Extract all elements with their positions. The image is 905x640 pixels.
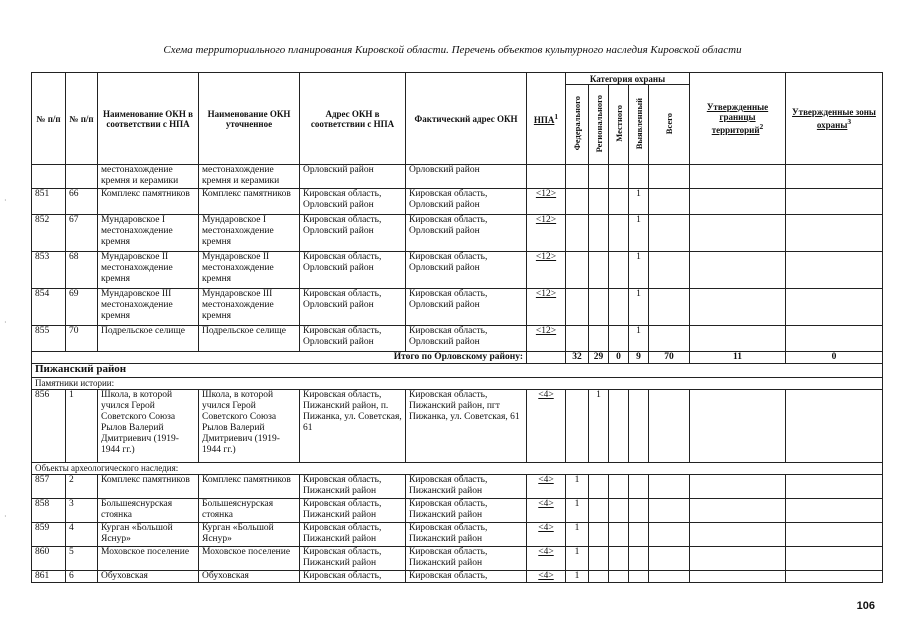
cell-zones (786, 475, 883, 499)
cell-actual-address: Кировская область, Пижанский район (406, 547, 527, 571)
cell-address: Кировская область, Орловский район (300, 289, 406, 326)
cell-name-refined: Мундаровское II местонахождение кремня (199, 252, 300, 289)
cell-address: Кировская область, Пижанский район, п. Пижанка, ул. Советская, 61 (300, 390, 406, 463)
cell-regional (589, 289, 609, 326)
document-title: Схема территориального планирования Кировской области. Перечень объектов культурного наследия Кировской области (163, 44, 742, 56)
cell-identified (629, 390, 649, 463)
cell-n: 854 (32, 289, 66, 326)
cell-borders (690, 165, 786, 189)
table-row (32, 499, 883, 523)
cell-address: Кировская область, Пижанский район (300, 547, 406, 571)
header-actual-address: Фактический адрес ОКН (406, 73, 527, 165)
cell-federal: 1 (566, 571, 589, 583)
cell-actual-address: Кировская область, Пижанский район (406, 499, 527, 523)
cell-regional: 1 (589, 390, 609, 463)
cell-zones (786, 252, 883, 289)
cell-npa: <12> (527, 326, 566, 352)
cell-address: Кировская область, Орловский район (300, 326, 406, 352)
cell-m (66, 165, 98, 189)
cell-npa: <12> (527, 189, 566, 215)
cell-borders (690, 390, 786, 463)
cell-m: 2 (66, 475, 98, 499)
cell-m: 1 (66, 390, 98, 463)
cell-total (649, 499, 690, 523)
cell-zones (786, 215, 883, 252)
cell-identified: 1 (629, 326, 649, 352)
cell-name-refined: Обуховская (199, 571, 300, 583)
cell-actual-address: Кировская область, Орловский район (406, 326, 527, 352)
table-row (32, 252, 883, 289)
cell-address: Кировская область, Орловский район (300, 215, 406, 252)
cell-regional (589, 571, 609, 583)
cell-zones (786, 326, 883, 352)
header-total (649, 85, 690, 165)
cell-total (649, 252, 690, 289)
cell-npa: <12> (527, 252, 566, 289)
region-heading (32, 364, 883, 378)
cell-actual-address: Кировская область, Пижанский район (406, 523, 527, 547)
cell-identified (629, 571, 649, 583)
header-zones (786, 73, 883, 165)
cell-federal (566, 289, 589, 326)
cell-borders (690, 523, 786, 547)
cell-name: Мундаровское II местонахождение кремня (98, 252, 199, 289)
cell-n: 851 (32, 189, 66, 215)
cell-m: 67 (66, 215, 98, 252)
cell-npa: <4> (527, 523, 566, 547)
margin-mark: · (4, 512, 7, 521)
cell-n: 857 (32, 475, 66, 499)
cell-regional (589, 165, 609, 189)
cell-identified (629, 499, 649, 523)
cell-address: Кировская область, Пижанский район (300, 523, 406, 547)
header-category: Категория охраны (566, 73, 690, 85)
header-npa-label: НПА (533, 115, 555, 125)
cell-identified (629, 547, 649, 571)
cell-borders (690, 252, 786, 289)
cell-npa: <12> (527, 215, 566, 252)
cell-federal: 1 (566, 499, 589, 523)
cell-local (609, 326, 629, 352)
cell-federal (566, 165, 589, 189)
cell-total (649, 215, 690, 252)
cell-local (609, 215, 629, 252)
cell-total (649, 523, 690, 547)
cell-n: 853 (32, 252, 66, 289)
cell-npa (527, 165, 566, 189)
header-local (609, 85, 629, 165)
cell-address: Кировская область, Пижанский район (300, 499, 406, 523)
cell-address: Кировская область, Орловский район (300, 252, 406, 289)
cell-actual-address: Кировская область, Орловский район (406, 215, 527, 252)
header-npa-sup: 1 (554, 112, 559, 121)
cell-federal: 1 (566, 523, 589, 547)
cell-local (609, 189, 629, 215)
cell-local (609, 390, 629, 463)
cell-borders (690, 475, 786, 499)
cell-regional (589, 252, 609, 289)
cell-zones (786, 523, 883, 547)
cell-m: 70 (66, 326, 98, 352)
cell-m: 69 (66, 289, 98, 326)
cell-name: Курган «Большой Яснур» (98, 523, 199, 547)
table-row (32, 189, 883, 215)
cell-federal (566, 215, 589, 252)
cell-zones (786, 189, 883, 215)
total-federal: 32 (566, 352, 589, 364)
cell-borders (690, 326, 786, 352)
cell-borders (690, 499, 786, 523)
cell-regional (589, 523, 609, 547)
header-federal (566, 85, 589, 165)
cell-n: 856 (32, 390, 66, 463)
header-identified-label: Выявленный (633, 97, 644, 150)
total-local: 0 (609, 352, 629, 364)
cell-local (609, 475, 629, 499)
header-borders-sup: 2 (759, 122, 764, 131)
total-borders: 11 (690, 352, 786, 364)
cell-actual-address: Кировская область, Пижанский район, пгт Пижанка, ул. Советская, 61 (406, 390, 527, 463)
cell-identified (629, 475, 649, 499)
cell-actual-address: Кировская область, Орловский район (406, 189, 527, 215)
cell-borders (690, 215, 786, 252)
cell-identified (629, 523, 649, 547)
table-row (32, 390, 883, 463)
cell-regional (589, 547, 609, 571)
cell-actual-address: Кировская область, Пижанский район (406, 475, 527, 499)
cell-address: Кировская область, (300, 571, 406, 583)
section-archaeology-label: Объекты археологического наследия: (32, 463, 883, 475)
cell-address: Кировская область, Орловский район (300, 189, 406, 215)
cell-federal (566, 390, 589, 463)
total-identified: 9 (629, 352, 649, 364)
cell-name-refined: Большеяснурская стоянка (199, 499, 300, 523)
heritage-table (31, 72, 883, 583)
header-local-label: Местного (613, 105, 624, 142)
cell-zones (786, 547, 883, 571)
section-archaeology (32, 463, 883, 475)
cell-npa: <4> (527, 499, 566, 523)
table-row (32, 165, 883, 189)
cell-actual-address: Кировская область, Орловский район (406, 289, 527, 326)
cell-borders (690, 571, 786, 583)
cell-name: Комплекс памятников (98, 475, 199, 499)
cell-regional (589, 475, 609, 499)
total-npa (527, 352, 566, 364)
cell-n: 859 (32, 523, 66, 547)
cell-name: Обуховская (98, 571, 199, 583)
cell-local (609, 523, 629, 547)
cell-identified: 1 (629, 189, 649, 215)
table-row (32, 523, 883, 547)
cell-name-refined: местонахождение кремня и керамики (199, 165, 300, 189)
cell-n: 852 (32, 215, 66, 252)
cell-name: Большеяснурская стоянка (98, 499, 199, 523)
cell-identified (629, 165, 649, 189)
cell-federal (566, 326, 589, 352)
margin-mark: · (4, 196, 7, 205)
cell-m: 66 (66, 189, 98, 215)
table-row (32, 215, 883, 252)
cell-federal (566, 252, 589, 289)
header-total-label: Всего (664, 112, 674, 135)
cell-address: Орловский район (300, 165, 406, 189)
cell-m: 5 (66, 547, 98, 571)
total-label: Итого по Орловскому району: (32, 352, 527, 364)
table-row (32, 547, 883, 571)
cell-total (649, 547, 690, 571)
section-history (32, 378, 883, 390)
cell-regional (589, 499, 609, 523)
cell-regional (589, 326, 609, 352)
cell-regional (589, 215, 609, 252)
cell-n: 861 (32, 571, 66, 583)
section-history-label: Памятники истории: (32, 378, 883, 390)
cell-name-refined: Комплекс памятников (199, 475, 300, 499)
header-address: Адрес ОКН в соответствии с НПА (300, 73, 406, 165)
cell-n: 858 (32, 499, 66, 523)
cell-identified: 1 (629, 215, 649, 252)
cell-n (32, 165, 66, 189)
cell-regional (589, 189, 609, 215)
cell-total (649, 390, 690, 463)
cell-m: 3 (66, 499, 98, 523)
header-identified (629, 85, 649, 165)
cell-local (609, 499, 629, 523)
total-zones: 0 (786, 352, 883, 364)
cell-total (649, 189, 690, 215)
header-num: № п/п (32, 73, 66, 165)
cell-npa: <4> (527, 571, 566, 583)
header-name-refined: Наименование ОКН уточненное (199, 73, 300, 165)
cell-npa: <4> (527, 547, 566, 571)
cell-actual-address: Кировская область, Орловский район (406, 252, 527, 289)
cell-zones (786, 571, 883, 583)
header-borders-label: Утвержденные границы территорий (706, 102, 769, 135)
cell-federal: 1 (566, 475, 589, 499)
cell-zones (786, 165, 883, 189)
cell-identified: 1 (629, 252, 649, 289)
cell-name: Мундаровское III местонахождение кремня (98, 289, 199, 326)
cell-name-refined: Мундаровское III местонахождение кремня (199, 289, 300, 326)
header-zones-sup: 3 (847, 117, 852, 126)
table-row (32, 289, 883, 326)
cell-n: 855 (32, 326, 66, 352)
cell-total (649, 165, 690, 189)
cell-name: Мундаровское I местонахождение кремня (98, 215, 199, 252)
cell-actual-address: Орловский район (406, 165, 527, 189)
header-num2: № п/п (66, 73, 98, 165)
cell-name: Школа, в которой учился Герой Советского Союза Рылов Валерий Дмитриевич (1919-1944 гг.) (98, 390, 199, 463)
cell-name: Моховское поселение (98, 547, 199, 571)
total-total: 70 (649, 352, 690, 364)
cell-address: Кировская область, Пижанский район (300, 475, 406, 499)
header-regional (589, 85, 609, 165)
cell-m: 68 (66, 252, 98, 289)
cell-npa: <4> (527, 475, 566, 499)
cell-npa: <4> (527, 390, 566, 463)
cell-local (609, 252, 629, 289)
header-zones-label: Утвержденные зоны охраны (792, 107, 876, 130)
cell-name-refined: Моховское поселение (199, 547, 300, 571)
cell-federal: 1 (566, 547, 589, 571)
cell-actual-address: Кировская область, (406, 571, 527, 583)
cell-name-refined: Мундаровское I местонахождение кремня (199, 215, 300, 252)
table-row (32, 571, 883, 583)
table-row (32, 326, 883, 352)
cell-n: 860 (32, 547, 66, 571)
cell-name-refined: Курган «Большой Яснур» (199, 523, 300, 547)
header-federal-label: Федерального (572, 96, 582, 151)
region-heading-label: Пижанский район (32, 364, 883, 378)
cell-name-refined: Школа, в которой учился Герой Советского Союза Рылов Валерий Дмитриевич (1919-1944 гг.) (199, 390, 300, 463)
cell-name: Подрельское селище (98, 326, 199, 352)
total-regional: 29 (589, 352, 609, 364)
cell-borders (690, 289, 786, 326)
cell-zones (786, 390, 883, 463)
cell-m: 4 (66, 523, 98, 547)
cell-zones (786, 289, 883, 326)
cell-name-refined: Комплекс памятников (199, 189, 300, 215)
cell-local (609, 547, 629, 571)
header-npa (527, 73, 566, 165)
cell-total (649, 326, 690, 352)
total-row (32, 352, 883, 364)
header-regional-label: Регионального (593, 94, 604, 153)
cell-federal (566, 189, 589, 215)
cell-total (649, 289, 690, 326)
table-row (32, 475, 883, 499)
cell-local (609, 165, 629, 189)
cell-borders (690, 189, 786, 215)
cell-borders (690, 547, 786, 571)
cell-zones (786, 499, 883, 523)
cell-name: местонахождение кремня и керамики (98, 165, 199, 189)
page-number: 106 (856, 600, 875, 612)
header-name: Наименование ОКН в соответствии с НПА (98, 73, 199, 165)
cell-total (649, 475, 690, 499)
cell-name-refined: Подрельское селище (199, 326, 300, 352)
cell-m: 6 (66, 571, 98, 583)
cell-npa: <12> (527, 289, 566, 326)
header-borders (690, 73, 786, 165)
margin-mark: · (4, 318, 7, 327)
cell-local (609, 289, 629, 326)
cell-identified: 1 (629, 289, 649, 326)
cell-name: Комплекс памятников (98, 189, 199, 215)
cell-total (649, 571, 690, 583)
cell-local (609, 571, 629, 583)
